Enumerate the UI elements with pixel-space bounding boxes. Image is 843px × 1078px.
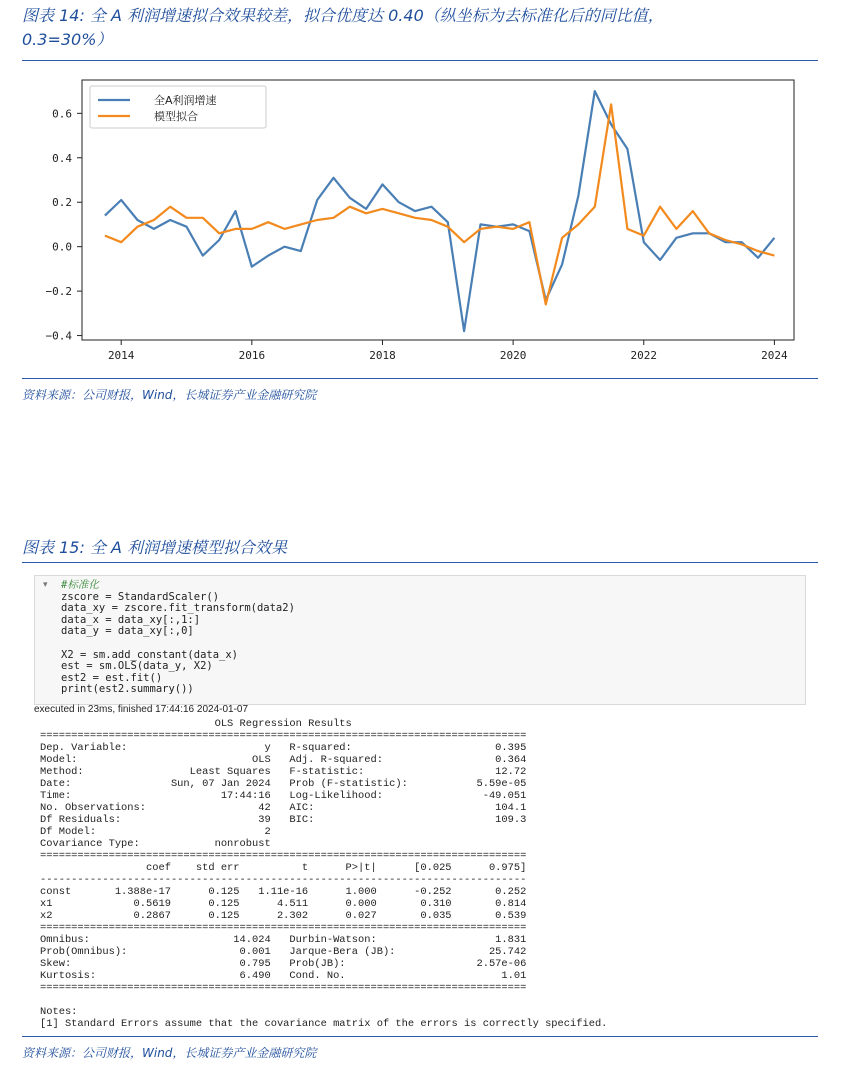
series-line-2 — [105, 104, 775, 304]
output-line: coef std err t P>|t| [0.025 0.975] — [40, 862, 527, 874]
code-line: est2 = est.fit() — [61, 671, 163, 684]
code-line: data_xy = zscore.fit_transform(data2) — [61, 602, 295, 615]
x-tick-label: 2022 — [630, 349, 658, 362]
output-line: ============================================================================== — [40, 730, 527, 742]
output-line: Kurtosis: 6.490 Cond. No. 1.01 — [40, 970, 527, 982]
output-line: OLS Regression Results — [40, 718, 527, 730]
code-cell[interactable] — [34, 575, 806, 705]
execution-status: executed in 23ms, finished 17:44:16 2024-01-07 — [34, 704, 249, 715]
figure14-caption — [22, 4, 664, 52]
output-line: ============================================================================== — [40, 982, 527, 994]
output-line: Df Residuals: 39 BIC: 109.3 — [40, 814, 527, 826]
figure14-top-rule — [22, 60, 818, 61]
output-line: Date: Sun, 07 Jan 2024 Prob (F-statistic): 5.59e-05 — [40, 778, 527, 790]
code-line: data_x = data_xy[:,1:] — [61, 613, 201, 626]
output-line: ============================================================================== — [40, 850, 527, 862]
y-tick-label: 0.2 — [52, 196, 72, 210]
collapse-arrow-icon[interactable]: ▾ — [43, 580, 48, 590]
figure14-caption-line1: 图表 14: 全 A 利润增速拟合效果较差，拟合优度达 0.40（纵坐标为去标准化后的同比值， — [22, 6, 664, 25]
figure15-source: 资料来源：公司财报，Wind，长城证券产业金融研究院 — [22, 1046, 317, 1060]
code-line: est = sm.OLS(data_y, X2) — [61, 660, 213, 673]
x-tick-label: 2018 — [369, 349, 396, 362]
legend-label-2: 模型拟合 — [154, 110, 198, 123]
output-line: ------------------------------------------------------------------------------ — [40, 874, 527, 886]
figure14-caption-line2: 0.3=30%） — [22, 30, 113, 49]
output-line: Prob(Omnibus): 0.001 Jarque-Bera (JB): 25.742 — [40, 946, 527, 958]
legend-label-1: 全A利润增速 — [154, 94, 217, 107]
y-tick-label: −0.4 — [45, 329, 72, 343]
output-line: x2 0.2867 0.125 2.302 0.027 0.035 0.539 — [40, 910, 527, 922]
code-line: X2 = sm.add_constant(data_x) — [61, 648, 239, 661]
output-line: Skew: 0.795 Prob(JB): 2.57e-06 — [40, 958, 527, 970]
figure15-top-rule — [22, 562, 818, 563]
figure14-source: 资料来源：公司财报，Wind，长城证券产业金融研究院 — [22, 388, 317, 402]
output-line: [1] Standard Errors assume that the covariance matrix of the errors is correctly specified. — [40, 1018, 608, 1030]
code-line: print(est2.summary()) — [61, 683, 194, 696]
y-tick-label: 0.0 — [52, 240, 72, 254]
code-line — [61, 638, 805, 650]
y-tick-label: 0.4 — [52, 151, 72, 165]
output-line: x1 0.5619 0.125 4.511 0.000 0.310 0.814 — [40, 898, 527, 910]
output-line: Omnibus: 14.024 Durbin-Watson: 1.831 — [40, 934, 527, 946]
code-line: data_y = data_xy[:,0] — [61, 625, 194, 638]
y-tick-label: 0.6 — [52, 107, 72, 121]
y-tick-label: −0.2 — [45, 285, 72, 299]
output-line: Time: 17:44:16 Log-Likelihood: -49.051 — [40, 790, 527, 802]
output-line: Method: Least Squares F-statistic: 12.72 — [40, 766, 527, 778]
regression-output — [40, 718, 830, 1030]
output-line: const 1.388e-17 0.125 1.11e-16 1.000 -0.252 0.252 — [40, 886, 527, 898]
output-line — [40, 994, 830, 1006]
code-line: zscore = StandardScaler() — [61, 590, 220, 603]
regression-output-text — [40, 718, 830, 1030]
x-tick-label: 2020 — [499, 349, 527, 362]
x-tick-label: 2016 — [238, 349, 266, 362]
output-line: Df Model: 2 — [40, 826, 527, 838]
code-text[interactable] — [35, 576, 805, 696]
x-tick-label: 2014 — [107, 349, 135, 362]
output-line: Notes: — [40, 1006, 78, 1018]
output-line: No. Observations: 42 AIC: 104.1 — [40, 802, 527, 814]
output-line: ============================================================================== — [40, 922, 527, 934]
output-line: Dep. Variable: y R-squared: 0.395 — [40, 742, 527, 754]
figure14-bottom-rule — [22, 378, 818, 379]
output-line: Covariance Type: nonrobust — [40, 838, 527, 850]
code-comment: #标准化 — [61, 579, 99, 591]
figure15-bottom-rule — [22, 1036, 818, 1037]
figure15-caption: 图表 15: 全 A 利润增速模型拟合效果 — [22, 538, 288, 557]
x-tick-label: 2024 — [761, 349, 788, 362]
profit-growth-chart — [22, 70, 818, 370]
output-line: Model: OLS Adj. R-squared: 0.364 — [40, 754, 527, 766]
